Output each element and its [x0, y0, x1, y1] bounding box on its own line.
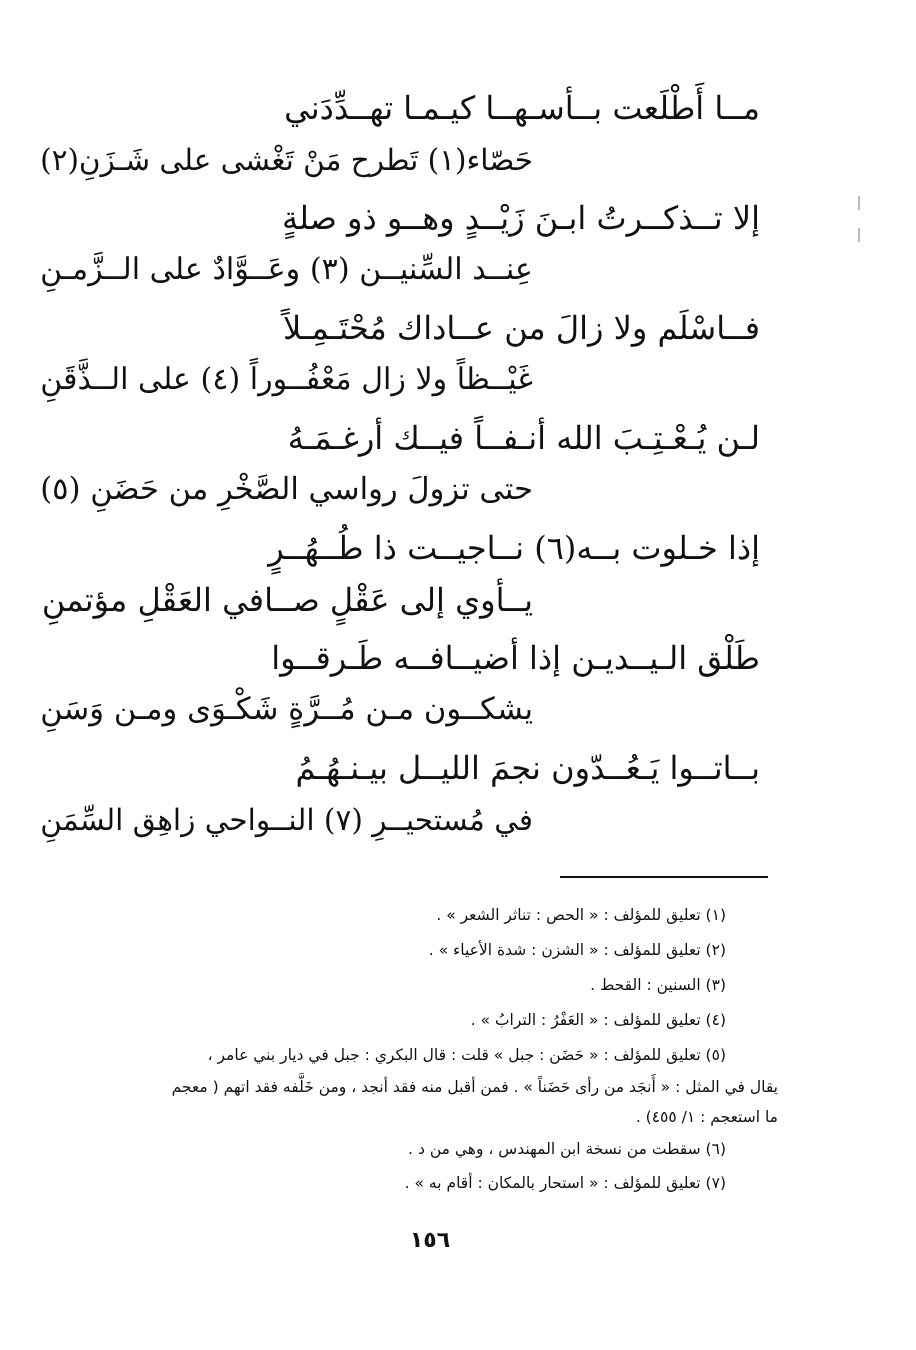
verse-7-first-hemistich: بــاتــوا يَـعُــدّون نجمَ الليــل بيـنـهُـمُ: [295, 749, 760, 787]
footnote-7: (٧) تعليق للمؤلف : « استحار بالمكان : أقام به » .: [404, 1174, 726, 1192]
footnote-3: (٣) السنين : القحط .: [590, 976, 726, 994]
verse-1-second-hemistich: حَصّاء(١) تَطرح مَنْ تَغْشى على شَـزَنِ(٢): [40, 143, 533, 177]
footnote-5-continued-end: ما استعجم : ١/ ٤٥٥) .: [635, 1108, 778, 1126]
verse-2-first-hemistich: إلا تــذكــرتُ ابـنَ زَيْــدٍ وهــو ذو صلةٍ: [281, 199, 760, 237]
footnote-5-continued: يقال في المثل : « أَنجَد من رأى حَضَناً » . فمن أقبل منه فقد أنجد ، ومن خَلَّفه فقد اتهم ( معجم: [171, 1078, 778, 1096]
verse-3-first-hemistich: فــاسْلَم ولا زالَ من عــاداك مُحْتَـمِـلاً: [282, 309, 760, 347]
verse-4-second-hemistich: حتى تزولَ رواسي الصَّخْرِ من حَضَنِ (٥): [40, 472, 533, 507]
verse-7-second-hemistich: في مُستحيــرِ (٧) النــواحي زاهِق السِّمَنِ: [40, 803, 533, 837]
verse-1-first-hemistich: مــا أَطْلَعت بــأسـهــا كيـمـا تهــدِّدَني: [284, 89, 760, 127]
footnote-6: (٦) سقطت من نسخة ابن المهندس ، وهي من د .: [408, 1140, 726, 1158]
footnote-1: (١) تعليق للمؤلف : « الحص : تناثر الشعر » .: [436, 906, 726, 924]
page-number: ١٥٦: [409, 1228, 451, 1253]
verse-4-first-hemistich: لـن يُـعْـتِـبَ الله أنـفــاً فيــك أرغـمَـهُ: [287, 419, 760, 457]
footnote-5: (٥) تعليق للمؤلف : « حَضَن : جبل » قلت : قال البكري : جبل في ديار بني عامر ،: [207, 1046, 726, 1064]
verse-3-second-hemistich: غَيْــظاً ولا زال مَعْفُــوراً (٤) على الــذَّقَنِ: [40, 362, 533, 397]
footnote-separator: [560, 876, 768, 878]
margin-mark: [858, 196, 860, 210]
verse-5-first-hemistich: إذا خـلوت بــه(٦) نــاجيــت ذا طُــهُــرٍ: [268, 529, 760, 567]
verse-6-second-hemistich: يشكــون مـن مُــرَّةٍ شَكْـوَى ومـن وَسَنِ: [40, 692, 533, 727]
verse-6-first-hemistich: طَلْق الـيــديـن إذا أضيــافــه طَـرقــوا: [271, 639, 760, 677]
margin-mark: [858, 228, 860, 242]
verse-5-second-hemistich: يــأوي إلى عَقْلٍ صــافي العَقْلِ مؤتمنِ: [41, 581, 533, 619]
footnote-2: (٢) تعليق للمؤلف : « الشزن : شدة الأعياء » .: [428, 941, 726, 959]
verse-2-second-hemistich: عِنــد السِّنيــن (٣) وعَــوَّادٌ على الــزَّمـنِ: [40, 252, 533, 287]
footnote-4: (٤) تعليق للمؤلف : « العَفْرُ : الترابُ » .: [470, 1011, 726, 1029]
